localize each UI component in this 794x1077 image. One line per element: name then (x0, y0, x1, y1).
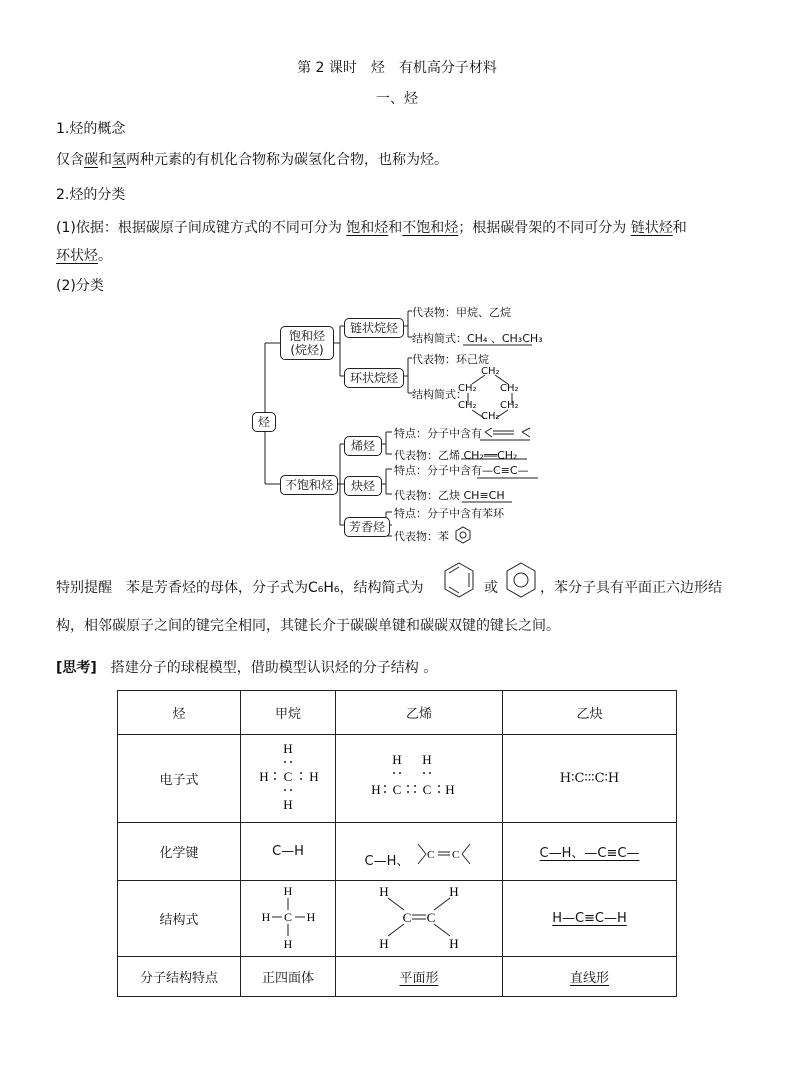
svg-text:C: C (451, 848, 459, 861)
svg-text:C: C (402, 909, 412, 925)
ethyne-bond: C—H、—C≡C— (503, 823, 677, 881)
ch2-ul: CH₂ (458, 383, 477, 394)
svg-text:H: H (283, 883, 293, 898)
alkene-rep: 代表物：乙烯 CH₂══CH₂ (394, 449, 518, 462)
ethene-electron-formula (336, 735, 503, 823)
ethyne-electron-formula: H∶C∶∶∶C∶H (503, 735, 677, 823)
svg-text:H: H (309, 768, 319, 784)
chain-rep: 代表物：甲烷、乙烷 (412, 306, 511, 319)
classification-item2: (2)分类 (56, 278, 104, 294)
ch2-ur: CH₂ (500, 383, 519, 394)
concept-heading: 1.烃的概念 (56, 121, 126, 137)
th-hydrocarbon: 烃 (118, 691, 241, 735)
tree-unsaturated: 不饱和烃 (280, 475, 338, 495)
note-line2: 构，相邻碳原子之间的键完全相同，其键长介于碳碳单键和碳碳双键的键长之间。 (56, 618, 560, 634)
row-structure-label: 结构式 (118, 881, 241, 957)
tree-chain-alkane: 链状烷烃 (344, 318, 404, 338)
methane-electron-formula (241, 735, 336, 823)
svg-text:C: C (283, 768, 293, 784)
svg-text:H: H (449, 883, 459, 899)
benzene-kekule-icon (442, 560, 476, 600)
svg-text:C: C (422, 781, 432, 797)
aromatic-rep: 代表物：苯 (394, 530, 449, 543)
svg-text:H: H (306, 909, 316, 924)
cyclo-formula-label: 结构简式： (412, 388, 467, 401)
svg-text:H: H (392, 751, 402, 767)
chain-formula: 结构简式：CH₄ 、CH₃CH₃ (412, 332, 543, 345)
svg-text:H: H (283, 796, 293, 812)
row-bond-label: 化学键 (118, 823, 241, 881)
th-ethyne: 乙炔 (503, 691, 677, 735)
tree-cyclo-alkane: 环状烷烃 (344, 368, 404, 388)
ch2-top: CH₂ (481, 366, 500, 377)
svg-text:H: H (283, 740, 293, 756)
th-ethene: 乙烯 (336, 691, 503, 735)
ethene-structural-formula (336, 881, 503, 957)
row-electron-label: 电子式 (118, 735, 241, 823)
svg-text:C: C (283, 909, 293, 924)
tree-alkene: 烯烃 (344, 436, 382, 456)
alkyne-feature: 特点：分子中含有—C≡C— (394, 464, 529, 477)
methane-structural-formula (241, 881, 336, 957)
think-line: [思考] 搭建分子的球棍模型，借助模型认识烃的分子结构 。 (56, 660, 438, 676)
svg-text:C: C (426, 848, 434, 861)
th-methane: 甲烷 (241, 691, 336, 735)
svg-text:C: C (392, 781, 402, 797)
section-heading: 一、烃 (376, 91, 418, 107)
svg-text:H: H (422, 751, 432, 767)
benzene-formula: C₆H₆ (308, 580, 340, 596)
svg-text:C: C (426, 909, 436, 925)
note-label: 特别提醒 (56, 580, 112, 596)
page-title: 第 2 课时 烃 有机高分子材料 (297, 60, 497, 76)
svg-text:H: H (449, 935, 459, 951)
note-line1: 特别提醒 苯是芳香烃的母体，分子式为C₆H₆，结构简式为 (56, 580, 424, 596)
ethene-shape: 平面形 (336, 957, 503, 997)
concept-text: 仅含碳和氢两种元素的有机化合物称为碳氢化合物，也称为烃。 (56, 152, 448, 168)
tree-root: 烃 (252, 412, 276, 432)
cyclo-rep: 代表物：环己烷 (412, 353, 489, 366)
benzene-ring-icon (504, 560, 538, 600)
aromatic-feature: 特点：分子中含有苯环 (394, 507, 504, 520)
note-text3: ，苯分子具有平面正六边形结 (540, 580, 722, 596)
svg-text:H: H (371, 781, 381, 797)
tree-saturated: 饱和烃 (烷烃) (280, 326, 334, 360)
alkyne-rep: 代表物：乙炔 CH≡CH (394, 489, 505, 502)
classification-heading: 2.烃的分类 (56, 187, 126, 203)
alkene-feature: 特点：分子中含有 (394, 427, 482, 440)
svg-text:H: H (261, 909, 271, 924)
svg-text:H: H (379, 935, 389, 951)
svg-text:H: H (283, 936, 293, 951)
ch2-bottom: CH₂ (481, 411, 500, 422)
methane-shape: 正四面体 (241, 957, 336, 997)
think-label: [思考] (56, 660, 97, 676)
svg-text:H: H (379, 883, 389, 899)
note-or: 或 (484, 580, 498, 596)
methane-bond: C—H (241, 823, 336, 881)
svg-text:H: H (259, 768, 269, 784)
ethyne-shape: 直线形 (503, 957, 677, 997)
svg-text:H: H (445, 781, 455, 797)
row-feature-label: 分子结构特点 (118, 957, 241, 997)
ethene-bond: C—H、 C C (336, 823, 503, 881)
tree-aromatic: 芳香烃 (344, 517, 390, 537)
classification-basis: (1)依据：根据碳原子间成键方式的不同可分为 饱和烃和不饱和烃；根据碳骨架的不同可分为 链状烃和 (56, 220, 687, 236)
ch2-lr: CH₂ (500, 400, 519, 411)
tree-alkyne: 炔烃 (344, 476, 382, 496)
ch2-ll: CH₂ (458, 400, 477, 411)
classification-basis-line2: 环状烃。 (56, 248, 112, 264)
ethyne-structural-formula: H—C≡C—H (503, 881, 677, 957)
hydrocarbon-table (117, 690, 677, 997)
